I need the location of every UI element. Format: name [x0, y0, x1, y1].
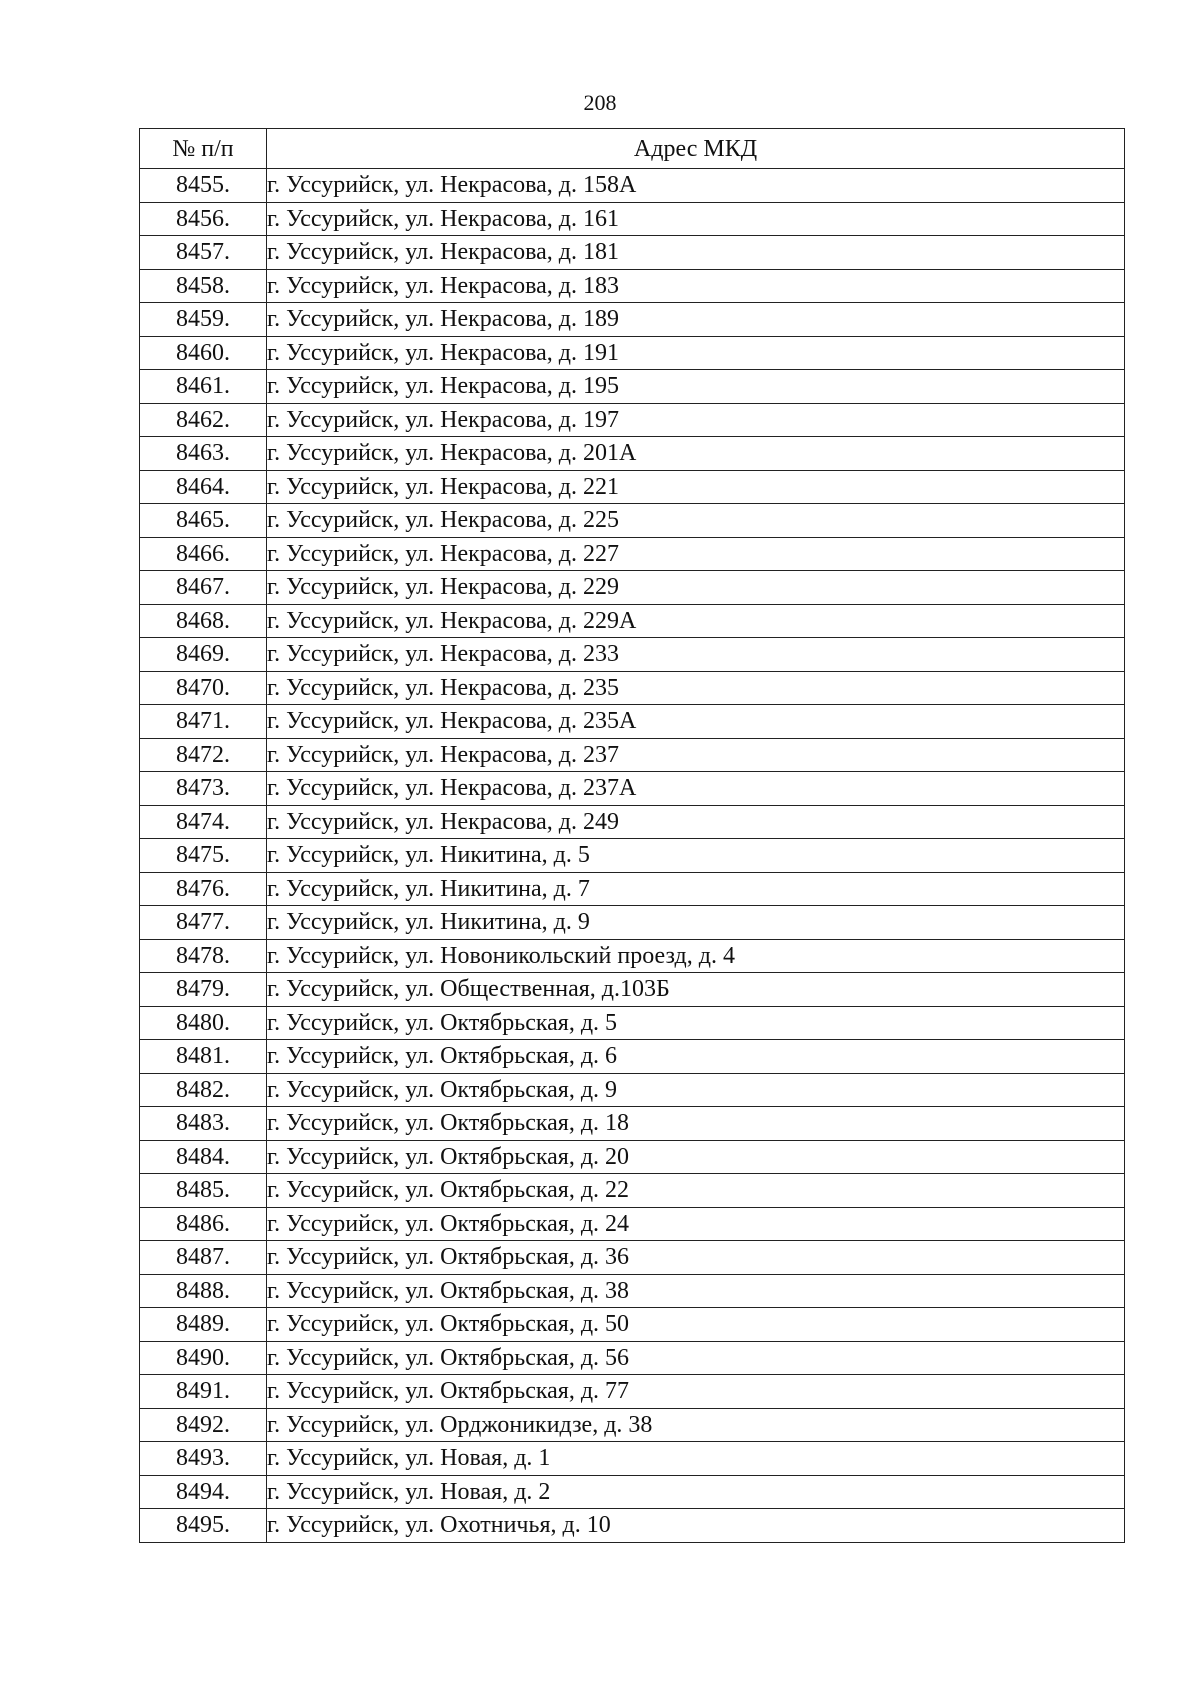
table-header-row	[140, 129, 1125, 169]
row-address: г. Уссурийск, ул. Некрасова, д. 235А	[267, 705, 1125, 739]
table-row	[140, 671, 1125, 705]
row-number: 8491.	[140, 1375, 267, 1409]
row-number: 8487.	[140, 1241, 267, 1275]
row-number: 8466.	[140, 537, 267, 571]
row-number: 8458.	[140, 269, 267, 303]
table-row	[140, 906, 1125, 940]
row-number: 8490.	[140, 1341, 267, 1375]
row-number: 8492.	[140, 1408, 267, 1442]
row-address: г. Уссурийск, ул. Никитина, д. 9	[267, 906, 1125, 940]
row-address: г. Уссурийск, ул. Некрасова, д. 191	[267, 336, 1125, 370]
table-row	[140, 537, 1125, 571]
row-number: 8495.	[140, 1509, 267, 1543]
row-address: г. Уссурийск, ул. Некрасова, д. 197	[267, 403, 1125, 437]
row-number: 8468.	[140, 604, 267, 638]
header-address: Адрес МКД	[267, 129, 1125, 169]
row-address: г. Уссурийск, ул. Некрасова, д. 221	[267, 470, 1125, 504]
table-row	[140, 370, 1125, 404]
table-row	[140, 1174, 1125, 1208]
row-address: г. Уссурийск, ул. Новая, д. 2	[267, 1475, 1125, 1509]
table-row	[140, 202, 1125, 236]
table-row	[140, 1207, 1125, 1241]
table-row	[140, 1274, 1125, 1308]
row-number: 8472.	[140, 738, 267, 772]
row-address: г. Уссурийск, ул. Октябрьская, д. 6	[267, 1040, 1125, 1074]
row-address: г. Уссурийск, ул. Октябрьская, д. 24	[267, 1207, 1125, 1241]
row-address: г. Уссурийск, ул. Некрасова, д. 161	[267, 202, 1125, 236]
table-row	[140, 1241, 1125, 1275]
row-number: 8477.	[140, 906, 267, 940]
table-row	[140, 872, 1125, 906]
table-row	[140, 169, 1125, 203]
row-number: 8484.	[140, 1140, 267, 1174]
row-number: 8461.	[140, 370, 267, 404]
table-row	[140, 1442, 1125, 1476]
row-number: 8488.	[140, 1274, 267, 1308]
row-address: г. Уссурийск, ул. Некрасова, д. 201А	[267, 437, 1125, 471]
row-address: г. Уссурийск, ул. Октябрьская, д. 77	[267, 1375, 1125, 1409]
table-row	[140, 403, 1125, 437]
row-number: 8478.	[140, 939, 267, 973]
row-number: 8483.	[140, 1107, 267, 1141]
row-number: 8481.	[140, 1040, 267, 1074]
row-address: г. Уссурийск, ул. Никитина, д. 7	[267, 872, 1125, 906]
row-number: 8467.	[140, 571, 267, 605]
table-row	[140, 1040, 1125, 1074]
table-row	[140, 1475, 1125, 1509]
row-number: 8489.	[140, 1308, 267, 1342]
table-row	[140, 1375, 1125, 1409]
row-address: г. Уссурийск, ул. Орджоникидзе, д. 38	[267, 1408, 1125, 1442]
table-row	[140, 1408, 1125, 1442]
table-row	[140, 303, 1125, 337]
row-number: 8480.	[140, 1006, 267, 1040]
address-table	[139, 128, 1125, 1543]
row-number: 8465.	[140, 504, 267, 538]
row-address: г. Уссурийск, ул. Октябрьская, д. 5	[267, 1006, 1125, 1040]
table-row	[140, 939, 1125, 973]
table-row	[140, 805, 1125, 839]
row-address: г. Уссурийск, ул. Новая, д. 1	[267, 1442, 1125, 1476]
table-row	[140, 1308, 1125, 1342]
table-row	[140, 839, 1125, 873]
row-number: 8470.	[140, 671, 267, 705]
page-number: 208	[583, 90, 617, 115]
row-number: 8460.	[140, 336, 267, 370]
row-number: 8474.	[140, 805, 267, 839]
row-address: г. Уссурийск, ул. Некрасова, д. 237А	[267, 772, 1125, 806]
row-number: 8486.	[140, 1207, 267, 1241]
row-address: г. Уссурийск, ул. Никитина, д. 5	[267, 839, 1125, 873]
table-row	[140, 1140, 1125, 1174]
row-address: г. Уссурийск, ул. Некрасова, д. 235	[267, 671, 1125, 705]
table-row	[140, 470, 1125, 504]
row-address: г. Уссурийск, ул. Октябрьская, д. 9	[267, 1073, 1125, 1107]
row-address: г. Уссурийск, ул. Некрасова, д. 227	[267, 537, 1125, 571]
row-address: г. Уссурийск, ул. Некрасова, д. 229А	[267, 604, 1125, 638]
table-row	[140, 638, 1125, 672]
table-row	[140, 772, 1125, 806]
row-number: 8464.	[140, 470, 267, 504]
row-number: 8469.	[140, 638, 267, 672]
row-address: г. Уссурийск, ул. Некрасова, д. 189	[267, 303, 1125, 337]
table-row	[140, 1509, 1125, 1543]
table-row	[140, 604, 1125, 638]
table-row	[140, 571, 1125, 605]
row-address: г. Уссурийск, ул. Октябрьская, д. 50	[267, 1308, 1125, 1342]
row-address: г. Уссурийск, ул. Охотничья, д. 10	[267, 1509, 1125, 1543]
row-number: 8476.	[140, 872, 267, 906]
table-row	[140, 336, 1125, 370]
row-address: г. Уссурийск, ул. Октябрьская, д. 18	[267, 1107, 1125, 1141]
row-number: 8473.	[140, 772, 267, 806]
table-row	[140, 1107, 1125, 1141]
row-address: г. Уссурийск, ул. Некрасова, д. 237	[267, 738, 1125, 772]
table-row	[140, 269, 1125, 303]
header-number: № п/п	[140, 129, 267, 169]
row-address: г. Уссурийск, ул. Некрасова, д. 158А	[267, 169, 1125, 203]
row-address: г. Уссурийск, ул. Некрасова, д. 249	[267, 805, 1125, 839]
row-number: 8456.	[140, 202, 267, 236]
table-row	[140, 236, 1125, 270]
row-address: г. Уссурийск, ул. Некрасова, д. 233	[267, 638, 1125, 672]
table-row	[140, 1073, 1125, 1107]
row-address: г. Уссурийск, ул. Некрасова, д. 183	[267, 269, 1125, 303]
row-number: 8485.	[140, 1174, 267, 1208]
row-address: г. Уссурийск, ул. Октябрьская, д. 36	[267, 1241, 1125, 1275]
row-number: 8463.	[140, 437, 267, 471]
row-number: 8457.	[140, 236, 267, 270]
table-row	[140, 738, 1125, 772]
row-address: г. Уссурийск, ул. Октябрьская, д. 38	[267, 1274, 1125, 1308]
row-number: 8494.	[140, 1475, 267, 1509]
row-address: г. Уссурийск, ул. Некрасова, д. 229	[267, 571, 1125, 605]
row-number: 8475.	[140, 839, 267, 873]
table-row	[140, 504, 1125, 538]
row-number: 8455.	[140, 169, 267, 203]
row-number: 8493.	[140, 1442, 267, 1476]
row-address: г. Уссурийск, ул. Октябрьская, д. 20	[267, 1140, 1125, 1174]
table-body	[140, 169, 1125, 1543]
row-address: г. Уссурийск, ул. Некрасова, д. 225	[267, 504, 1125, 538]
row-address: г. Уссурийск, ул. Некрасова, д. 195	[267, 370, 1125, 404]
row-number: 8479.	[140, 973, 267, 1007]
row-number: 8462.	[140, 403, 267, 437]
table-row	[140, 973, 1125, 1007]
row-address: г. Уссурийск, ул. Общественная, д.103Б	[267, 973, 1125, 1007]
row-address: г. Уссурийск, ул. Новоникольский проезд, д. 4	[267, 939, 1125, 973]
table-row	[140, 1006, 1125, 1040]
row-number: 8459.	[140, 303, 267, 337]
row-address: г. Уссурийск, ул. Некрасова, д. 181	[267, 236, 1125, 270]
row-number: 8482.	[140, 1073, 267, 1107]
table-row	[140, 437, 1125, 471]
table-row	[140, 705, 1125, 739]
row-number: 8471.	[140, 705, 267, 739]
table-row	[140, 1341, 1125, 1375]
row-address: г. Уссурийск, ул. Октябрьская, д. 56	[267, 1341, 1125, 1375]
row-address: г. Уссурийск, ул. Октябрьская, д. 22	[267, 1174, 1125, 1208]
